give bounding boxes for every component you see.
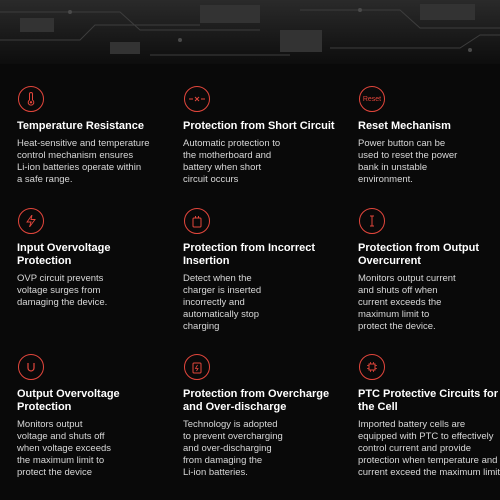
thermometer-icon	[18, 86, 44, 112]
feature-reset-mechanism	[358, 86, 500, 186]
circuit-board-banner	[0, 0, 500, 64]
battery-icon	[184, 208, 210, 234]
feature-input-overvoltage	[17, 208, 177, 309]
feature-title: Reset Mechanism	[358, 120, 451, 132]
feature-title: Protection from Output Overcurrent	[358, 242, 479, 267]
magnet-icon	[18, 354, 44, 380]
feature-incorrect-insertion	[183, 208, 343, 333]
feature-description: Monitors output voltage and shuts off when voltage exceeds the maximum limit to protect the device	[17, 419, 112, 478]
feature-description: Heat-sensitive and temperature control mechanism ensures Li-ion batteries operate within a safe range.	[17, 138, 150, 185]
feature-description: Automatic protection to the motherboard and battery when short circuit occurs	[183, 138, 281, 185]
feature-title: Protection from Incorrect Insertion	[183, 242, 316, 267]
current-icon	[359, 208, 385, 234]
features-grid	[0, 64, 500, 500]
feature-title: Protection from Short Circuit	[183, 120, 335, 132]
feature-title: Output Overvoltage Protection	[17, 388, 120, 413]
feature-ptc-protective-circuits	[358, 354, 500, 479]
charge-battery-icon	[184, 354, 210, 380]
feature-title: Protection from Overcharge and Over-discharge	[183, 388, 330, 413]
feature-description: Detect when the charger is inserted incorrectly and automatically stop charging	[183, 273, 262, 332]
feature-overcharge-overdischarge	[183, 354, 343, 479]
feature-output-overvoltage	[17, 354, 177, 479]
short-circuit-icon	[184, 86, 210, 112]
feature-description: Power button can be used to reset the power bank in unstable environment.	[358, 138, 458, 185]
feature-description: Technology is adopted to prevent overcharging and over-discharging from damaging the Li-ion batteries.	[183, 419, 283, 478]
reset-icon-label: Reset	[362, 95, 382, 103]
chip-icon	[359, 354, 385, 380]
feature-title: PTC Protective Circuits for the Cell	[358, 388, 498, 413]
feature-temperature-resistance	[17, 86, 177, 186]
feature-title: Temperature Resistance	[17, 120, 144, 132]
feature-description: OVP circuit prevents voltage surges from damaging the device.	[17, 273, 108, 308]
feature-title: Input Overvoltage Protection	[17, 242, 111, 267]
lightning-icon	[18, 208, 44, 234]
feature-description: Monitors output current and shuts off when current exceeds the maximum limit to protect the device.	[358, 273, 456, 332]
feature-description: Imported battery cells are equipped with PTC to effectively control current and provide protection when temperature and current exceed the maximum limit	[358, 419, 500, 478]
feature-output-overcurrent	[358, 208, 500, 333]
reset-icon	[359, 86, 385, 112]
feature-short-circuit	[183, 86, 343, 186]
